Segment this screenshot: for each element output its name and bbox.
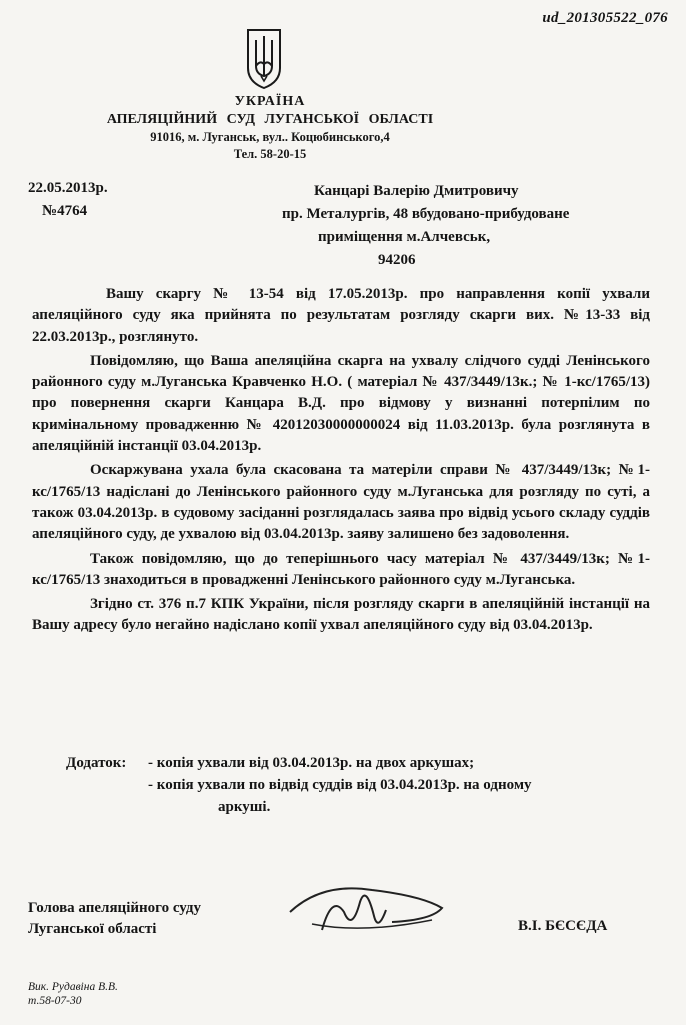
tryzub-emblem-icon: [244, 26, 284, 90]
recipient-block: [282, 180, 658, 272]
body-paragraph: Вашу скаргу № 13-54 від 17.05.2013р. про направлення копії ухвали апеляційного суду яка прийнята по результатам розгляду скарги вих. №13-33 від 22.03.2013р., розглянуто.: [32, 286, 650, 345]
body-paragraph: Оскаржувана ухала була скасована та матеріли справи № 437/3449/13к; №1-кс/1765/13 надіслані до Ленінського районного суду м.Луганська для розгляду по суті, а також 03.04.2013р. в судовому засіданні розглядалась заява про відвід усього складу суддів апеляційного суду, де ухвалою від 03.04.2013р. заяву залишено без задоволення.: [32, 462, 650, 543]
letter-body: [32, 284, 650, 640]
recipient-address-line: пр. Металургів, 48 вбудовано-прибудоване: [282, 206, 570, 222]
body-paragraph: Згідно ст. 376 п.7 КПК України, після розгляду скарги в апеляційній інстанції на Вашу адресу було негайно надіслано копії ухвал апеляційного суду від 03.04.2013р.: [32, 596, 650, 634]
executor-phone: т.58-07-30: [28, 995, 82, 1007]
signatory-title-line: Луганської області: [28, 921, 157, 937]
signatory-title: [28, 898, 201, 940]
letter-number: №4764: [42, 203, 88, 219]
handwritten-signature-icon: [282, 872, 452, 952]
attachments-label: Додаток:: [66, 755, 127, 771]
attachment-item-continuation: аркуші.: [218, 799, 271, 815]
attachments-block: [66, 752, 532, 818]
recipient-city: приміщення м.Алчевськ,: [318, 229, 491, 245]
attachment-item: - копія ухвали по відвід суддів від 03.04.2013р. на одному: [148, 777, 532, 793]
document-id: ud_201305522_076: [542, 10, 668, 26]
court-phone: Тел. 58-20-15: [233, 147, 307, 161]
recipient-postcode: 94206: [378, 252, 416, 268]
signatory-name: В.І. БЄСЄДА: [518, 918, 608, 934]
body-paragraph: Повідомляю, що Ваша апеляційна скарга на ухвалу слідчого судді Ленінського районного суду м.Луганська Кравченко Н.О. ( матеріал № 437/3449/13к.; № 1-кс/1765/13) про повернення скарги Канцара В.Д. про відмову у визнанні потерпілим по кримінальному провадженню № 42012030000000024 від 11.03.2013р. була розглянута в апеляційній інстанції 03.04.2013р.: [32, 352, 650, 455]
court-name: АПЕЛЯЦІЙНИЙ СУД ЛУГАНСЬКОЇ ОБЛАСТІ: [106, 112, 434, 127]
signatory-title-line: Голова апеляційного суду: [28, 900, 201, 916]
attachment-item: - копія ухвали від 03.04.2013р. на двох аркушах;: [148, 755, 475, 771]
country-heading: УКРАЇНА: [234, 94, 306, 109]
court-address: 91016, м. Луганськ, вул.. Коцюбинського,4: [150, 130, 390, 144]
body-paragraph: Також повідомляю, що до теперішнього часу матеріал № 437/3449/13к; №1-кс/1765/13 знаходиться в провадженні Ленінського районного суду м.Луганська.: [32, 550, 650, 588]
letter-date: 22.05.2013р.: [28, 180, 108, 196]
recipient-name: Канцарі Валерію Дмитровичу: [314, 183, 519, 199]
executor-block: [28, 980, 118, 1008]
executor-name: Вик. Рудавіна В.В.: [28, 981, 118, 993]
